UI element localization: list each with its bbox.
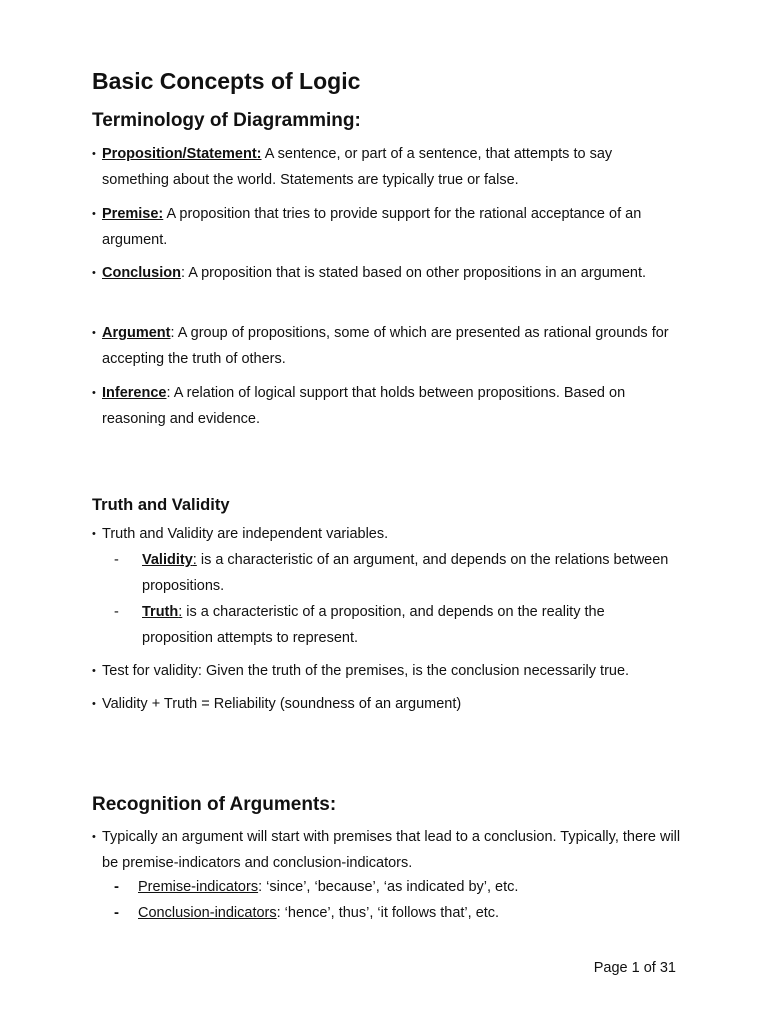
definition-text: : ‘since’, ‘because’, ‘as indicated by’, etc. — [258, 879, 519, 895]
bullet-icon: • — [92, 698, 96, 710]
term-label: Premise: — [102, 206, 164, 222]
term-label: Truth — [142, 604, 179, 620]
bullet-icon: • — [92, 528, 96, 540]
definition-text: A sentence, or part of a sentence, that attempts to say something about the world. Statements are typically true or false. — [102, 146, 613, 188]
bullet-icon: • — [92, 267, 96, 279]
term-label: Conclusion — [102, 265, 181, 281]
list-item-independent — [92, 521, 682, 547]
bullet-icon: • — [92, 831, 96, 843]
list-item-reliability — [92, 691, 682, 717]
dash-icon: - — [114, 904, 119, 921]
list-item-recognition — [92, 824, 682, 876]
bullet-icon: • — [92, 148, 96, 160]
dash-icon: - — [114, 552, 119, 568]
definition-text: : A proposition that is stated based on other propositions in an argument. — [180, 265, 647, 281]
bullet-icon: • — [92, 665, 96, 677]
sub-item-conclusion-indicators — [114, 900, 674, 926]
term-label: Proposition/Statement: — [102, 146, 262, 162]
bullet-text: Test for validity: Given the truth of the premises, is the conclusion necessarily true. — [102, 663, 630, 679]
definition-text: : A relation of logical support that holds between propositions. Based on reasoning and evidence. — [102, 385, 626, 427]
sub-item-validity — [114, 547, 674, 599]
term-colon: : — [192, 552, 197, 568]
definition-text: : A group of propositions, some of which are presented as rational grounds for accepting the truth of others. — [102, 325, 669, 367]
term-label: Argument — [102, 325, 171, 341]
page-title: Basic Concepts of Logic — [92, 68, 361, 94]
page-number: Page 1 of 31 — [593, 960, 676, 976]
section-heading-terminology: Terminology of Diagramming: — [92, 110, 361, 131]
term-colon: : — [178, 604, 183, 620]
list-item-premise — [92, 201, 682, 253]
section-heading-truth-validity: Truth and Validity — [92, 496, 230, 514]
list-item-proposition — [92, 141, 682, 193]
list-item-test-validity — [92, 658, 682, 684]
list-item-conclusion — [92, 260, 682, 286]
term-label: Inference — [102, 385, 167, 401]
bullet-icon: • — [92, 387, 96, 399]
definition-text: A proposition that tries to provide support for the rational acceptance of an argument. — [102, 206, 642, 248]
list-item-argument — [92, 320, 682, 372]
sub-item-premise-indicators — [114, 874, 674, 900]
dash-icon: - — [114, 604, 119, 620]
section-heading-recognition: Recognition of Arguments: — [92, 794, 337, 815]
sub-item-truth — [114, 599, 674, 651]
dash-icon: - — [114, 878, 119, 895]
bullet-icon: • — [92, 327, 96, 339]
bullet-text: Truth and Validity are independent variables. — [102, 526, 389, 542]
definition-text: : ‘hence’, thus’, ‘it follows that’, etc. — [276, 905, 500, 921]
bullet-text: Typically an argument will start with premises that lead to a conclusion. Typically, there will be premise-indicators and conclusion-indicators. — [102, 829, 681, 871]
definition-text: is a characteristic of a proposition, and depends on the reality the proposition attempts to represent. — [142, 604, 605, 646]
bullet-text: Validity + Truth = Reliability (soundness of an argument) — [102, 696, 462, 712]
bullet-icon: • — [92, 208, 96, 220]
term-label: Validity — [142, 552, 193, 568]
definition-text: is a characteristic of an argument, and depends on the relations between propositions. — [142, 552, 669, 594]
term-label: Premise-indicators — [138, 879, 259, 895]
term-label: Conclusion-indicators — [138, 905, 277, 921]
list-item-inference — [92, 380, 682, 432]
